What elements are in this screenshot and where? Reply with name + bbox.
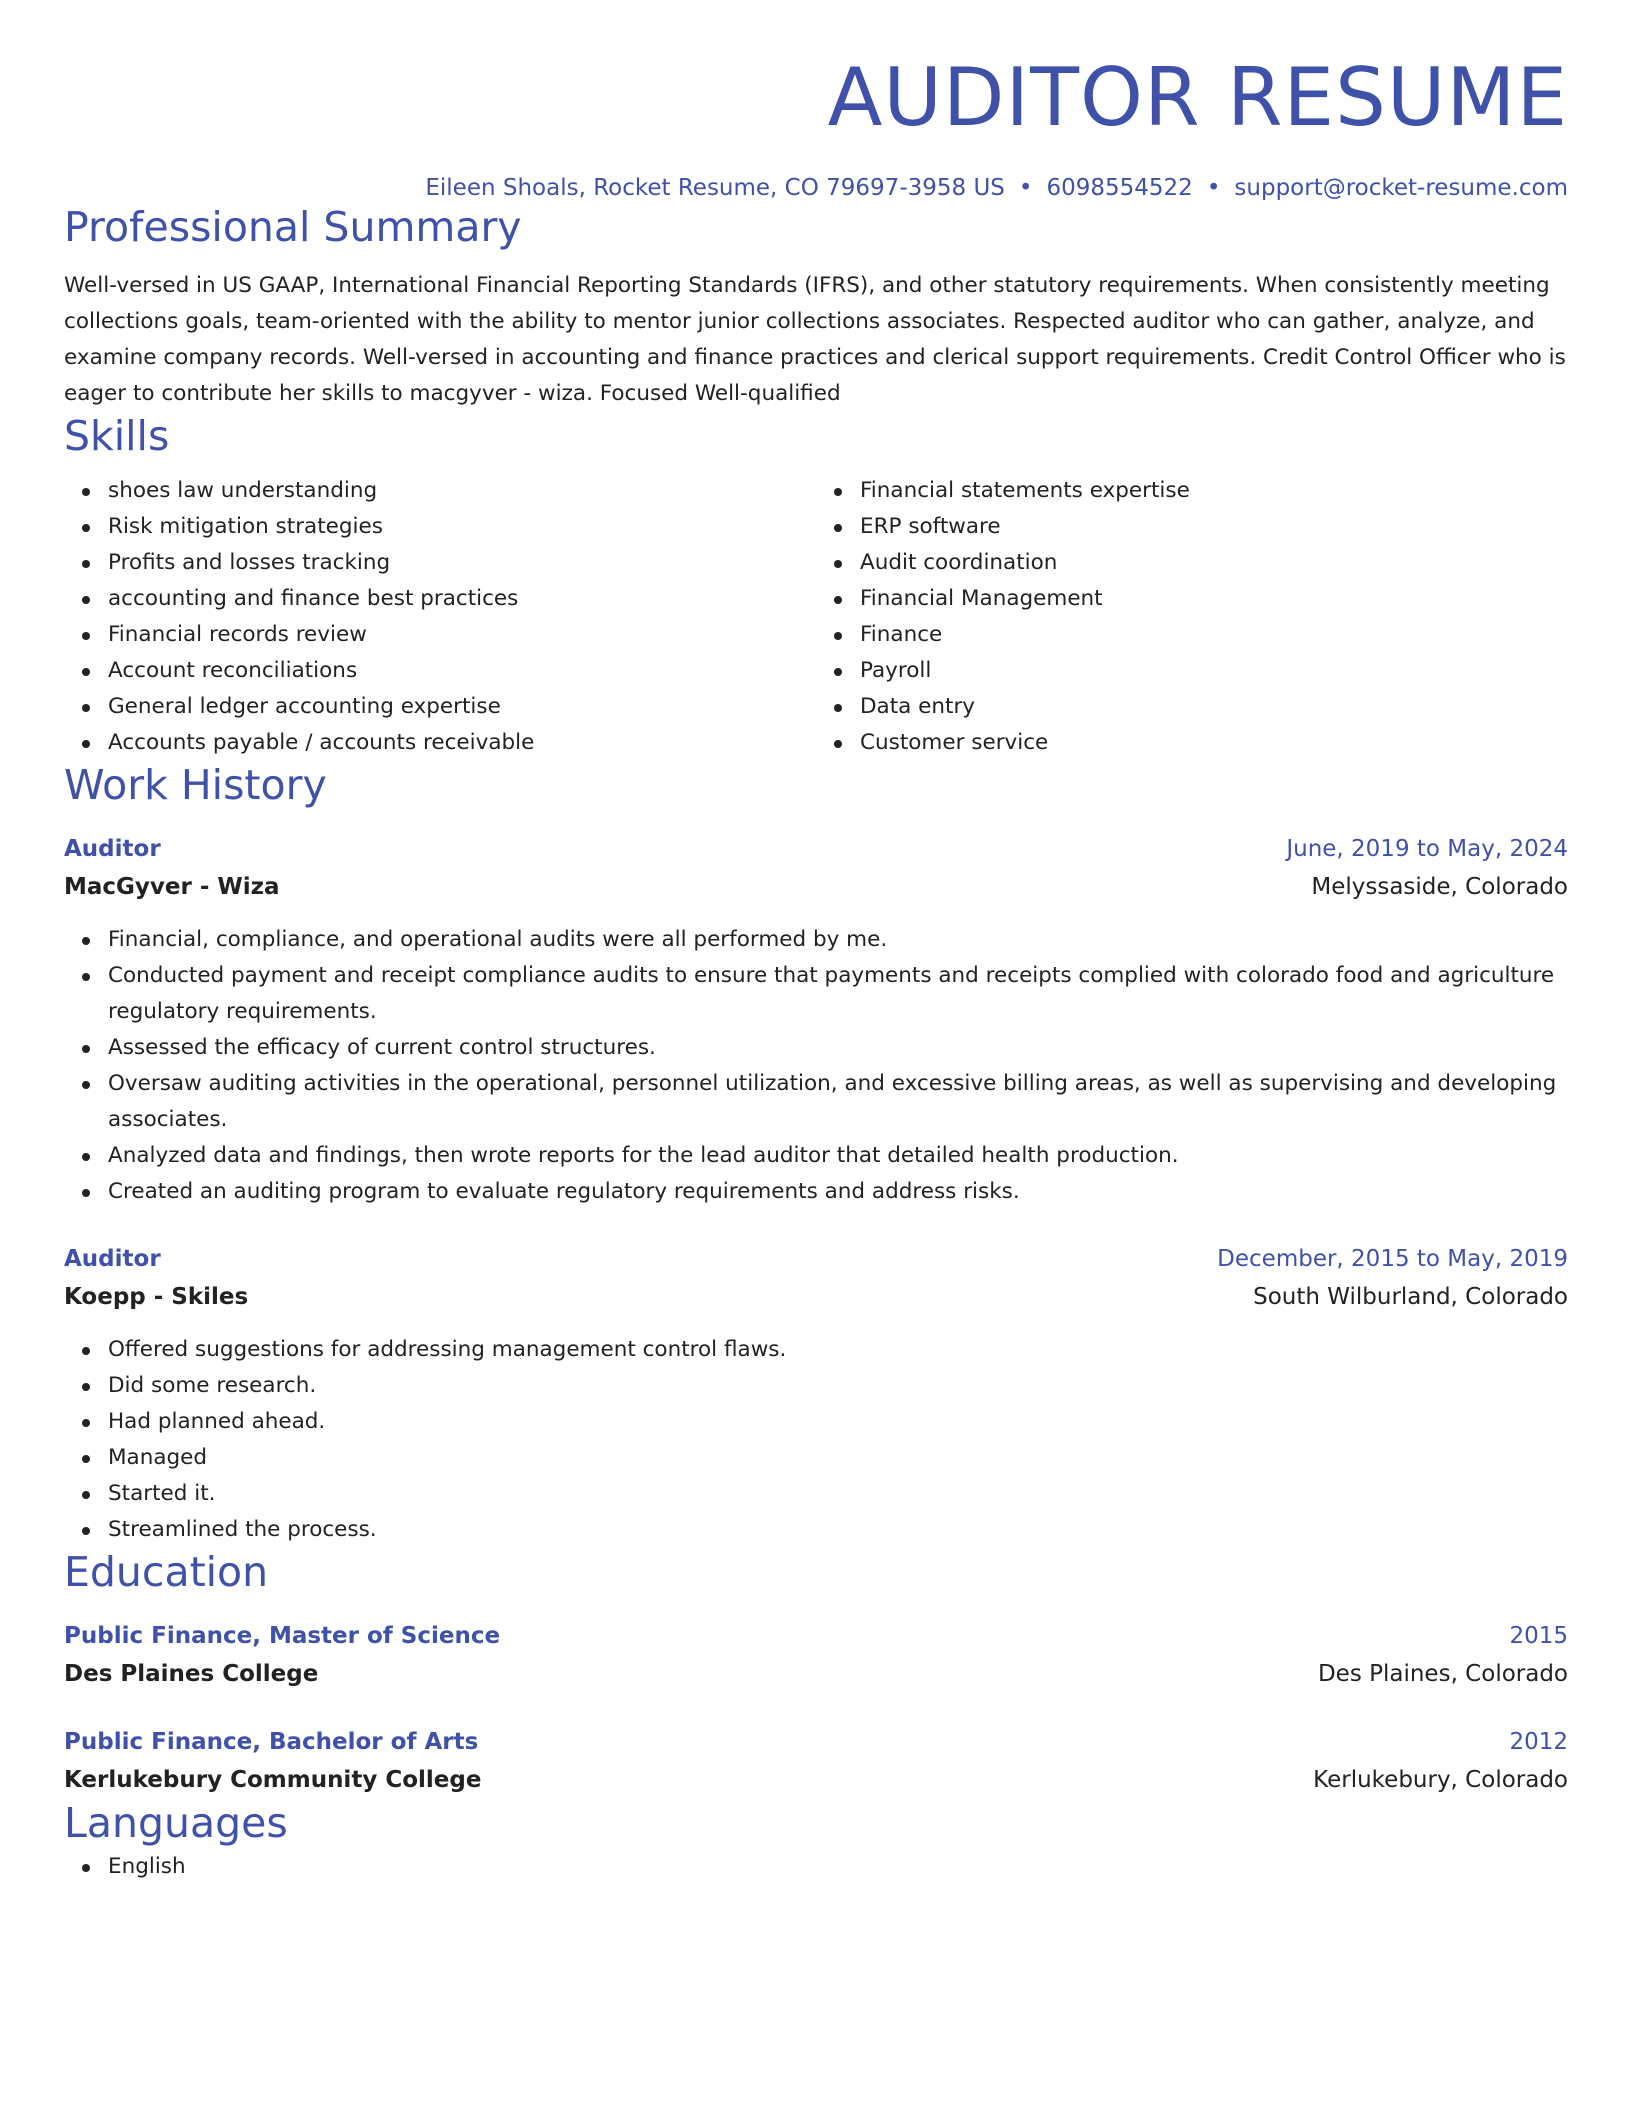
education-year: 2012	[1509, 1729, 1568, 1756]
education-school: Des Plaines College	[64, 1661, 319, 1688]
contact-email: support@rocket-resume.com	[1234, 175, 1568, 201]
skill-item: Financial Management	[860, 581, 1568, 617]
job-bullet: Did some research.	[108, 1368, 1568, 1404]
summary-text: Well-versed in US GAAP, International Financial Reporting Standards (IFRS), and other statutory requirements. When consistently meeting collections goals, team-oriented with the ability to mentor junior collections associates. Respected auditor who can gather, analyze, and examine company records. Well-versed in accounting and finance practices and clerical support requirements. Credit Control Officer who is eager to contribute her skills to macgyver - wiza. Focused Well-qualified	[64, 272, 1566, 406]
skill-item: Customer service	[860, 725, 1568, 761]
education-entry	[64, 1617, 1568, 1693]
job-bullet: Analyzed data and findings, then wrote reports for the lead auditor that detailed health production.	[108, 1138, 1568, 1174]
job-bullet: Offered suggestions for addressing management control flaws.	[108, 1332, 1568, 1368]
education-school-row	[64, 1761, 1568, 1799]
contact-separator: •	[1018, 175, 1033, 201]
education-year: 2015	[1509, 1623, 1568, 1650]
education-entry	[64, 1723, 1568, 1799]
job-bullet: Had planned ahead.	[108, 1404, 1568, 1440]
job-company-row	[64, 1278, 1568, 1316]
contact-address: Eileen Shoals, Rocket Resume, CO 79697-3958 US	[425, 175, 1005, 201]
skill-item: Risk mitigation strategies	[108, 509, 816, 545]
education-degree-row	[64, 1617, 1568, 1655]
skills-heading: Skills	[64, 411, 170, 460]
contact-phone: 6098554522	[1046, 175, 1193, 201]
skill-item: accounting and finance best practices	[108, 581, 816, 617]
work-history-heading: Work History	[64, 760, 327, 809]
education-heading: Education	[64, 1548, 269, 1597]
skill-item: Accounts payable / accounts receivable	[108, 725, 816, 761]
skill-item: Account reconciliations	[108, 653, 816, 689]
job-bullet: Conducted payment and receipt compliance audits to ensure that payments and receipts complied with colorado food and agriculture regulatory requirements.	[108, 958, 1568, 1030]
education-degree: Public Finance, Master of Science	[64, 1623, 501, 1650]
skills-list-right	[816, 473, 1568, 761]
education-school: Kerlukebury Community College	[64, 1767, 482, 1794]
job-company: Koepp - Skiles	[64, 1284, 249, 1311]
skill-item: Financial statements expertise	[860, 473, 1568, 509]
job-bullet: Started it.	[108, 1476, 1568, 1512]
resume-title: AUDITOR RESUME	[827, 51, 1568, 144]
skill-item: Profits and losses tracking	[108, 545, 816, 581]
skill-item: Data entry	[860, 689, 1568, 725]
skills-columns	[64, 473, 1568, 761]
job-bullet: Created an auditing program to evaluate regulatory requirements and address risks.	[108, 1174, 1568, 1210]
contact-separator: •	[1206, 175, 1221, 201]
contact-line	[64, 175, 1568, 203]
job-role: Auditor	[64, 836, 161, 863]
education-degree-row	[64, 1723, 1568, 1761]
education-location: Des Plaines, Colorado	[1317, 1661, 1568, 1688]
summary-heading: Professional Summary	[64, 202, 522, 251]
job-entry	[64, 830, 1568, 1210]
job-bullets	[64, 922, 1568, 1210]
job-role: Auditor	[64, 1246, 161, 1273]
skill-item: Finance	[860, 617, 1568, 653]
skills-list-left	[64, 473, 816, 761]
job-title-row	[64, 830, 1568, 868]
job-bullet: Oversaw auditing activities in the operational, personnel utilization, and excessive billing areas, as well as supervising and developing associates.	[108, 1066, 1568, 1138]
job-bullets	[64, 1332, 1568, 1548]
skill-item: ERP software	[860, 509, 1568, 545]
skill-item: General ledger accounting expertise	[108, 689, 816, 725]
languages-heading: Languages	[64, 1799, 288, 1848]
job-bullet: Assessed the efficacy of current control structures.	[108, 1030, 1568, 1066]
job-bullet: Financial, compliance, and operational audits were all performed by me.	[108, 922, 1568, 958]
job-dates: December, 2015 to May, 2019	[1217, 1246, 1568, 1273]
job-company-row	[64, 868, 1568, 906]
job-bullet: Streamlined the process.	[108, 1512, 1568, 1548]
job-location: South Wilburland, Colorado	[1253, 1284, 1568, 1311]
languages-list	[64, 1849, 1568, 1885]
job-entry	[64, 1240, 1568, 1548]
education-location: Kerlukebury, Colorado	[1313, 1767, 1568, 1794]
skill-item: Audit coordination	[860, 545, 1568, 581]
job-company: MacGyver - Wiza	[64, 874, 280, 901]
education-degree: Public Finance, Bachelor of Arts	[64, 1729, 479, 1756]
job-title-row	[64, 1240, 1568, 1278]
skill-item: Financial records review	[108, 617, 816, 653]
education-school-row	[64, 1655, 1568, 1693]
skill-item: Payroll	[860, 653, 1568, 689]
job-dates: June, 2019 to May, 2024	[1286, 836, 1568, 863]
job-location: Melyssaside, Colorado	[1311, 874, 1568, 901]
job-bullet: Managed	[108, 1440, 1568, 1476]
language-item: English	[108, 1849, 1568, 1885]
skill-item: shoes law understanding	[108, 473, 816, 509]
resume-page	[64, 0, 1568, 1885]
